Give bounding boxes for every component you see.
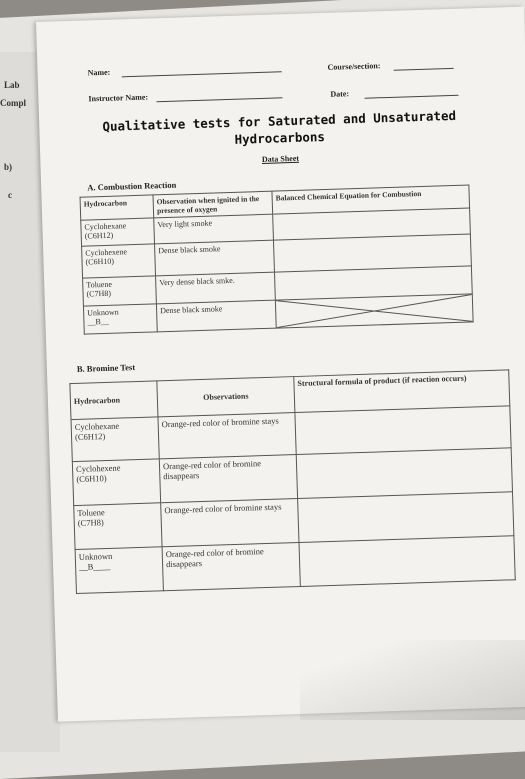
hydrocarbon-formula: __B__ (87, 316, 109, 327)
observation-cell: Dense black smoke (156, 300, 276, 332)
hydrocarbon-cell (75, 547, 163, 594)
hydrocarbon-formula: (C6H12) (74, 431, 106, 442)
hydrocarbon-cell (81, 218, 155, 246)
cross-out-mark (276, 294, 473, 327)
observation-cell: Orange-red color of bromine disappears (162, 542, 300, 590)
observation-cell: Orange-red color of bromine disappears (159, 455, 297, 503)
structural-formula-cell[interactable] (295, 406, 511, 455)
instructor-name-field[interactable] (157, 97, 283, 102)
hydrocarbon-formula: __B____ (78, 560, 111, 572)
structural-formula-cell[interactable] (298, 492, 514, 543)
hydrocarbon-formula: (C6H12) (84, 230, 114, 241)
hydrocarbon-name: Cyclohexene (85, 247, 128, 258)
hydrocarbon-formula: (C7H8) (86, 288, 112, 299)
page-title-line-1: Qualitative tests for Saturated and Unsaturated (102, 107, 457, 134)
column-header: Hydrocarbon (80, 195, 154, 220)
column-header: Balanced Chemical Equation for Combustion (272, 185, 470, 214)
data-sheet-page (36, 7, 525, 722)
hydrocarbon-formula: (C6H10) (76, 473, 107, 484)
hydrocarbon-name: Cyclohexane (84, 221, 127, 232)
combustion-table (80, 184, 474, 334)
hydrocarbon-name: Unknown (87, 307, 119, 318)
margin-text-lab: Lab (4, 80, 20, 90)
section-b-title: B. Bromine Test (76, 362, 136, 374)
observation-cell: Orange-red color of bromine stays (158, 413, 296, 459)
hydrocarbon-name: Toluene (86, 279, 113, 290)
bromine-table (69, 369, 515, 594)
page-subtitle: Data Sheet (261, 153, 300, 164)
hydrocarbon-name: Cyclohexene (75, 462, 121, 474)
column-header: Observations (157, 377, 295, 417)
structural-formula-cell[interactable] (296, 448, 512, 499)
hydrocarbon-formula: (C7H8) (77, 517, 104, 528)
hydrocarbon-cell (82, 244, 156, 278)
hydrocarbon-cell (83, 304, 157, 334)
structural-formula-cell[interactable] (299, 536, 515, 587)
hydrocarbon-cell (83, 276, 157, 306)
column-header: Observation when ignited in the presence of oxygen (153, 191, 273, 218)
observation-cell: Very light smoke (154, 214, 274, 244)
hydrocarbon-name: Cyclohexane (74, 420, 120, 432)
date-field[interactable] (365, 95, 459, 99)
section-a-title: A. Combustion Reaction (87, 179, 177, 193)
page-title-line-2: Hydrocarbons (234, 128, 326, 147)
column-header: Hydrocarbon (70, 381, 158, 420)
course-section-label: Course/section: (327, 61, 381, 72)
column-header: Structural formula of product (if reaction occurs) (294, 370, 510, 413)
course-section-field[interactable] (394, 68, 454, 71)
date-label: Date: (330, 89, 350, 99)
name-field[interactable] (122, 71, 282, 77)
hydrocarbon-name: Toluene (77, 507, 105, 518)
margin-text-c: c (8, 190, 12, 200)
hydrocarbon-cell (74, 503, 162, 550)
margin-text-b: b) (4, 162, 13, 172)
margin-text-compl: Compl (0, 98, 27, 108)
hydrocarbon-cell (72, 459, 160, 506)
crossed-out-cell (275, 294, 473, 328)
observation-cell: Dense black smoke (155, 240, 275, 276)
photo-shadow (300, 640, 525, 720)
name-label: Name: (87, 67, 111, 78)
observation-cell: Orange-red color of bromine stays (161, 499, 299, 547)
hydrocarbon-name: Unknown (78, 550, 113, 562)
hydrocarbon-cell (71, 417, 159, 462)
instructor-name-label: Instructor Name: (88, 92, 149, 104)
observation-cell: Very dense black smke. (156, 272, 276, 304)
hydrocarbon-formula: (C6H10) (85, 256, 115, 267)
